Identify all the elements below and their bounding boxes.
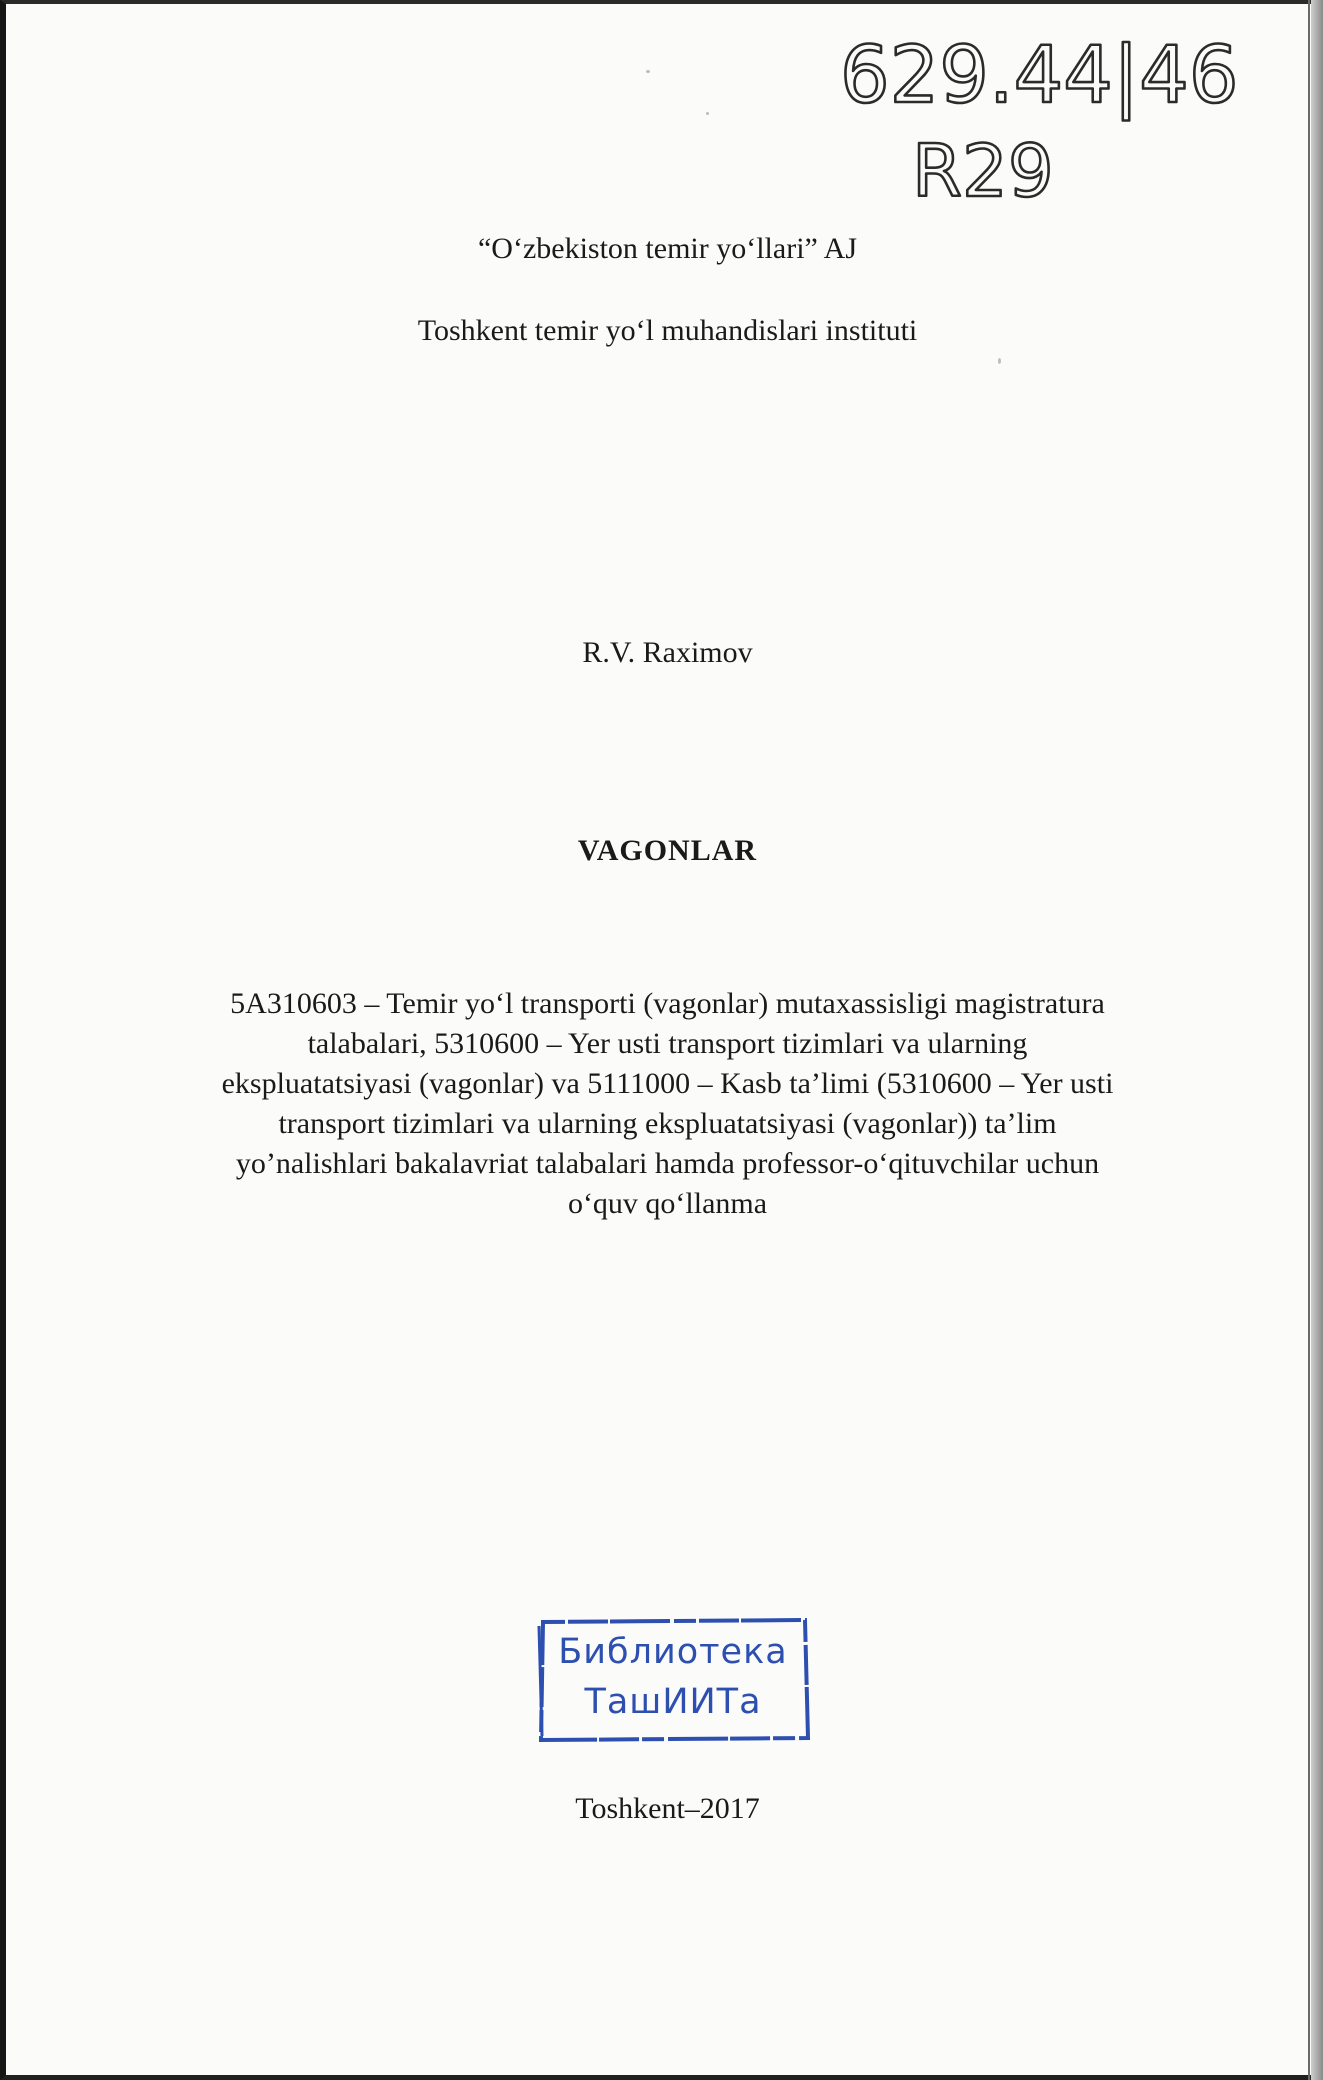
institute-name: Toshkent temir yo‘l muhandislari instituti xyxy=(417,314,918,347)
scan-speck xyxy=(646,70,650,73)
scan-speck xyxy=(998,358,1001,364)
scan-speck xyxy=(706,112,709,115)
shelfmark-line-1: 629.44|46 xyxy=(840,31,1239,121)
publication-city-year: Toshkent–2017 xyxy=(575,1792,760,1825)
shelfmark-line-2: R29 xyxy=(912,129,1054,213)
stamp-line-1: Библиотека xyxy=(558,1632,788,1672)
book-title: VAGONLAR xyxy=(577,834,758,867)
description-line: transport tizimlari va ularning ekspluatatsiyasi (vagonlar)) ta’lim xyxy=(278,1107,1057,1140)
library-stamp xyxy=(533,1616,813,1744)
description-line: 5A310603 – Temir yo‘l transporti (vagonlar) mutaxassisligi magistratura xyxy=(230,987,1105,1020)
stamp-line-2: ТашИИТа xyxy=(584,1682,762,1722)
author-name: R.V. Raximov xyxy=(582,636,753,669)
description-line: yo’nalishlari bakalavriat talabalari hamda professor-o‘qituvchilar uchun xyxy=(235,1147,1100,1180)
scan-edge-line xyxy=(1308,0,1310,2080)
book-description xyxy=(106,984,1229,1224)
handwritten-shelfmark xyxy=(836,24,1266,214)
description-line: talabalari, 5310600 – Yer usti transport tizimlari va ularning xyxy=(307,1027,1028,1060)
description-line: o‘quv qo‘llanma xyxy=(567,1187,768,1220)
organization-name: “O‘zbekiston temir yo‘llari” AJ xyxy=(477,232,858,265)
description-line: ekspluatatsiyasi (vagonlar) va 5111000 – Kasb ta’limi (5310600 – Yer usti xyxy=(221,1067,1114,1100)
scan-right-edge xyxy=(1311,0,1323,2080)
